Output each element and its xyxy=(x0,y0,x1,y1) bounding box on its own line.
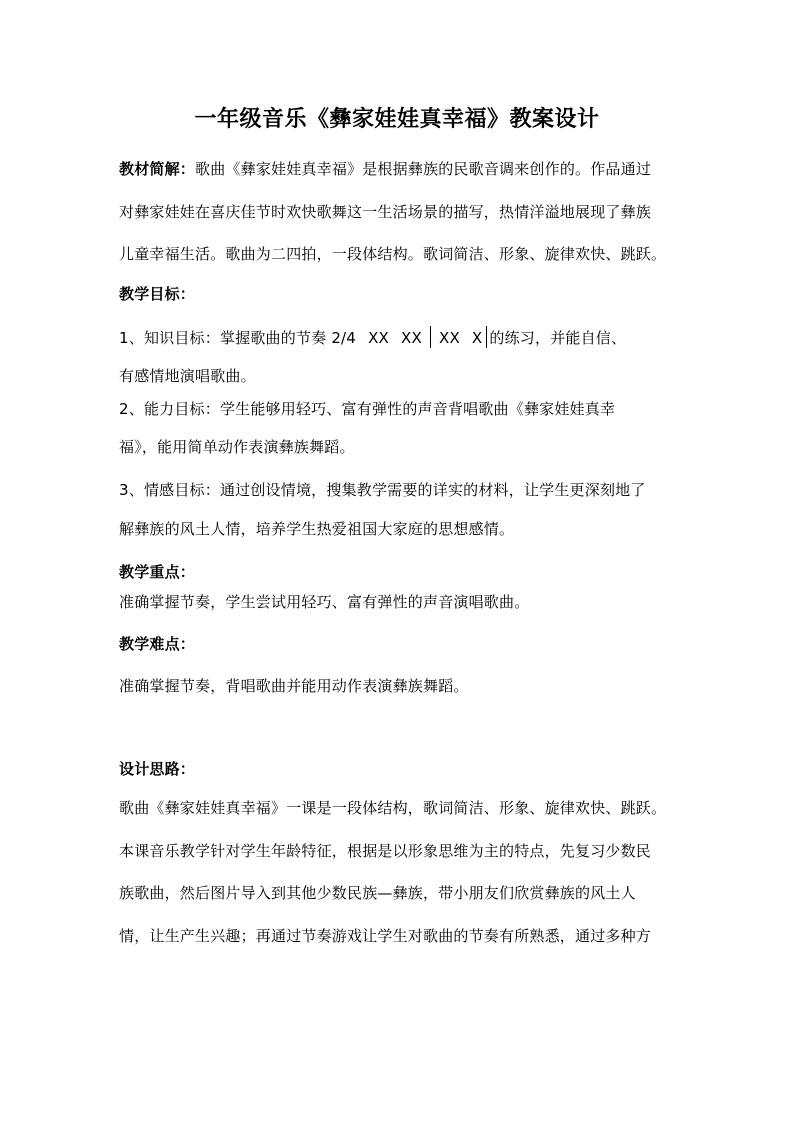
rhythm-xx-2: XX xyxy=(401,329,422,347)
difficulties-text: 准确掌握节奏，背唱歌曲并能用动作表演彝族舞蹈。 xyxy=(119,677,469,695)
difficulties-heading: 教学难点： xyxy=(119,635,196,653)
bar-line-left xyxy=(430,326,431,348)
key-points-text: 准确掌握节奏，学生尝试用轻巧、富有弹性的声音演唱歌曲。 xyxy=(119,593,530,611)
design-line-1: 歌曲《彝家娃娃真幸福》一课是一段体结构，歌词简洁、形象、旋律欢快、跳跃。 xyxy=(119,799,667,817)
material-paragraph-line-3: 儿童幸福生活。歌曲为二四拍，一段体结构。歌词简洁、形象、旋律欢快、跳跃。 xyxy=(119,245,667,263)
goal-2-line-1: 2、能力目标：学生能够用轻巧、富有弹性的声音背唱歌曲《彝家娃娃真幸 xyxy=(119,400,616,418)
rhythm-xx-3: XX xyxy=(438,329,460,347)
goal-1-line-2: 有感情地演唱歌曲。 xyxy=(119,367,256,385)
bar-line-right xyxy=(486,326,487,348)
goal-1-line-1 xyxy=(119,326,689,349)
goal-1-suffix: 的练习，并能自信、 xyxy=(489,329,627,347)
goal-2-line-2: 福》，能用简单动作表演彝族舞蹈。 xyxy=(119,438,355,456)
rhythm-x: X xyxy=(471,329,483,347)
design-line-4: 情，让生产生兴趣；再通过节奏游戏让学生对歌曲的节奏有所熟悉，通过多种方 xyxy=(119,927,652,945)
document-title: 一年级音乐《彝家娃娃真幸福》教案设计 xyxy=(194,107,600,132)
design-line-3: 族歌曲，然后图片导入到其他少数民族—彝族，带小朋友们欣赏彝族的风土人 xyxy=(119,884,636,902)
key-points-heading: 教学重点： xyxy=(119,563,196,581)
rhythm-xx-1: XX xyxy=(368,329,390,347)
material-paragraph-line-1 xyxy=(119,158,689,180)
material-text-1: 歌曲《彝家娃娃真幸福》是根据彝族的民歌音调来创作的。作品通过 xyxy=(195,160,652,178)
goal-3-line-1: 3、情感目标：通过创设情境，搜集教学需要的详实的材料，让学生更深刻地了 xyxy=(119,481,646,499)
design-heading: 设计思路： xyxy=(119,760,196,778)
material-label: 教材简解： xyxy=(119,160,196,178)
goal-1-prefix: 1、知识目标：掌握歌曲的节奏 2/4 xyxy=(119,329,357,347)
design-line-2: 本课音乐教学针对学生年龄特征，根据是以形象思维为主的特点，先复习少数民 xyxy=(119,842,652,860)
material-paragraph-line-2: 对彝家娃娃在喜庆佳节时欢快歌舞这一生活场景的描写，热情洋溢地展现了彝族 xyxy=(119,203,652,221)
goal-3-line-2: 解彝族的风土人情，培养学生热爱祖国大家庭的思想感情。 xyxy=(119,520,515,538)
goals-heading: 教学目标： xyxy=(119,285,196,303)
